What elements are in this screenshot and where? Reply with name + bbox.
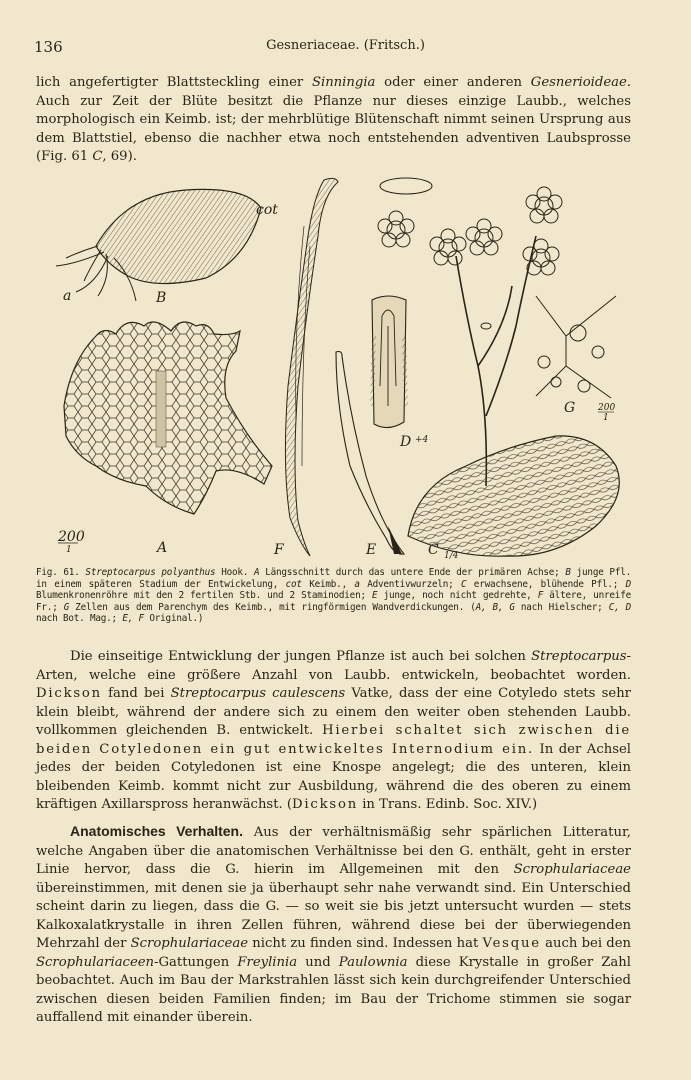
text-run: Fig. 61.	[36, 567, 86, 578]
paragraph-1	[36, 74, 631, 167]
italic-run: Streptocarpus	[531, 649, 627, 664]
label-B: B	[156, 290, 167, 306]
italic-run: Scrophulariaceae	[513, 862, 631, 877]
italic-run: A, B, G	[475, 601, 515, 613]
spaced-run: Dickson	[292, 797, 358, 812]
spaced-run: Dickson	[36, 686, 102, 701]
label-D: D	[400, 434, 412, 450]
drawing-C-flowering-plant	[378, 178, 619, 556]
italic-run: Scrophulariaceen	[36, 954, 155, 970]
text-run: diese Krystalle in großer Zahl beobachtet. Auch im Bau der Markstrahlen lässt sich kein durchgreifender Unterschied zwischen diesen beiden Familien finden; im Bau der Trichome stimmen sie sogar auffallend mit einander überein.	[36, 954, 631, 1025]
italic-run: Streptocarpus polyanthus	[85, 567, 216, 578]
drawing-D-corolla-tube	[372, 296, 406, 428]
italic-run: Gesnerioideae.	[530, 75, 631, 90]
text-run: , 69).	[102, 149, 137, 164]
text-run: erwachsene, blühende Pfl.;	[466, 578, 626, 590]
text-run: Die einseitige Entwicklung der jungen Pflanze ist auch bei solchen	[70, 649, 532, 664]
text-run: -Arten, welche eine größere Anzahl von Laubb. entwickeln, beobachtet worden.	[36, 649, 631, 683]
label-F: F	[274, 542, 284, 558]
drawing-A-longitudinal-section	[64, 322, 272, 514]
text-run: Vatke, dass der eine Cotyledo stets sehr klein bleibt, während der andere sich zu einem den weiter oben stehenden Laubb. vollkommen gleichenden B. entwickelt.	[36, 686, 631, 738]
text-run: Aus der verhältnismäßig sehr spärlichen Litteratur, welche Angaben über die anatomischen Verhältnisse bei den G. enthält, geht in erster Linie hervor, dass die G. hierin im Allgemeinen mit den	[36, 825, 631, 877]
label-scale-G-numerator: 200	[598, 403, 616, 413]
spaced-run: Vesque	[482, 936, 541, 951]
drawing-G-parenchyma-cells	[536, 296, 616, 398]
text-run: Original.)	[143, 613, 204, 625]
italic-run: Streptocarpus caulescens	[170, 686, 346, 701]
italic-run: Freylinia	[237, 954, 298, 970]
text-run: In der Achsel jedes der beiden Cotyledonen ist eine Knospe angelegt; die des unteren, klein bleibenden Keimb. kommt nicht zur Ausbildung, während die des oberen zu einem kräftigen Axillarspross heranwächst. (	[36, 741, 631, 812]
italic-run: Sinningia	[311, 75, 376, 90]
section-heading: Anatomisches Verhalten.	[70, 823, 244, 839]
text-run: ältere, unreife Fr.;	[36, 590, 631, 613]
label-C: C	[428, 542, 439, 558]
text-run: nach Bot. Mag.;	[36, 613, 123, 625]
italic-run: F	[537, 590, 544, 602]
label-E: E	[366, 542, 377, 558]
italic-run: E	[372, 590, 378, 602]
label-a: a	[63, 288, 72, 304]
text-run: -Gattungen	[154, 954, 238, 970]
spaced-run: Hierbei schaltet sich zwischen die beiden Cotyledonen ein gut entwickeltes Internodium ein.	[36, 723, 631, 757]
text-run: Längsschnitt durch das untere Ende der primären Achse;	[259, 567, 566, 578]
text-run: Keimb.,	[301, 578, 355, 590]
paragraph-2	[36, 648, 631, 815]
text-run: fand bei	[101, 686, 171, 701]
label-cot: cot	[256, 202, 278, 218]
figure-61-illustration	[36, 166, 631, 562]
figure-caption	[36, 567, 631, 625]
italic-run: E, F	[122, 613, 144, 625]
italic-run: A	[254, 567, 260, 578]
page-header	[34, 38, 657, 58]
label-A: A	[157, 540, 168, 556]
italic-run: D	[625, 578, 631, 590]
text-run: oder einer anderen	[375, 75, 531, 90]
text-run: übereinstimmen, mit denen sie ja überhaupt sehr nahe verwandt sind. Ein Unterschied scheint darin zu liegen, dass die G. — so weit sie bis jetzt untersucht wurden — stets Kalkoxalatkrystalle in ihren Zellen führen, während diese bei der überwiegenden Mehrzahl der	[36, 880, 631, 951]
label-scale-A-numerator: 200	[58, 529, 85, 545]
text-run: Blumenkronenröhre mit den 2 fertilen Stb. und 2 Staminodien;	[36, 590, 373, 602]
drawing-B-young-plant	[56, 189, 261, 301]
italic-run: C	[460, 578, 467, 590]
italic-run: C, D	[608, 601, 631, 613]
label-scale-A-denominator: 1	[66, 545, 72, 555]
text-run: Hook.	[215, 567, 254, 578]
label-scale-C: 1/4	[444, 551, 459, 561]
text-run: nach Hielscher;	[514, 601, 609, 613]
text-run: Zellen aus dem Parenchym des Keimb., mit ringförmigen Wandverdickungen. (	[69, 601, 476, 613]
italic-run: Paulownia	[338, 954, 408, 970]
label-G: G	[564, 400, 576, 416]
italic-run: a	[354, 578, 360, 590]
label-scale-G-denominator: 1	[603, 413, 609, 423]
italic-run: cot	[285, 578, 302, 590]
italic-run: G	[63, 601, 70, 613]
page-number: 136	[34, 38, 63, 56]
text-run: junge, noch nicht gedrehte,	[377, 590, 538, 602]
italic-run: B	[565, 567, 571, 578]
italic-run: Scrophulariaceae	[130, 936, 249, 951]
text-run: und	[297, 954, 339, 970]
running-title: Gesneriaceae. (Fritsch.)	[266, 38, 425, 53]
text-run: junge Pfl. in einem späteren Stadium der Entwickelung,	[36, 567, 632, 590]
text-run: nicht zu finden sind. Indessen hat	[248, 936, 483, 951]
text-run: auch bei den	[540, 936, 631, 951]
italic-run: C	[92, 149, 103, 164]
label-D-magnification: +4	[415, 435, 429, 445]
paragraph-3	[36, 822, 631, 1028]
text-run: Auch zur Zeit der Blüte besitzt die Pflanze nur dieses einzige Laubb., welches morphologisch ein Keimb. ist; der mehrblütige Blütenschaft nimmt seinen Ursprung aus dem Blattstiel, ebenso die nachher etwa noch entstehenden adventiven Laubsprosse (Fig. 61	[36, 93, 631, 164]
text-run: lich angefertigter Blattsteckling einer	[36, 75, 312, 90]
drawing-F-older-fruit	[285, 178, 338, 556]
text-run: Adventivwurzeln;	[359, 578, 461, 590]
text-run: in Trans. Edinb. Soc. XIV.)	[358, 797, 538, 812]
